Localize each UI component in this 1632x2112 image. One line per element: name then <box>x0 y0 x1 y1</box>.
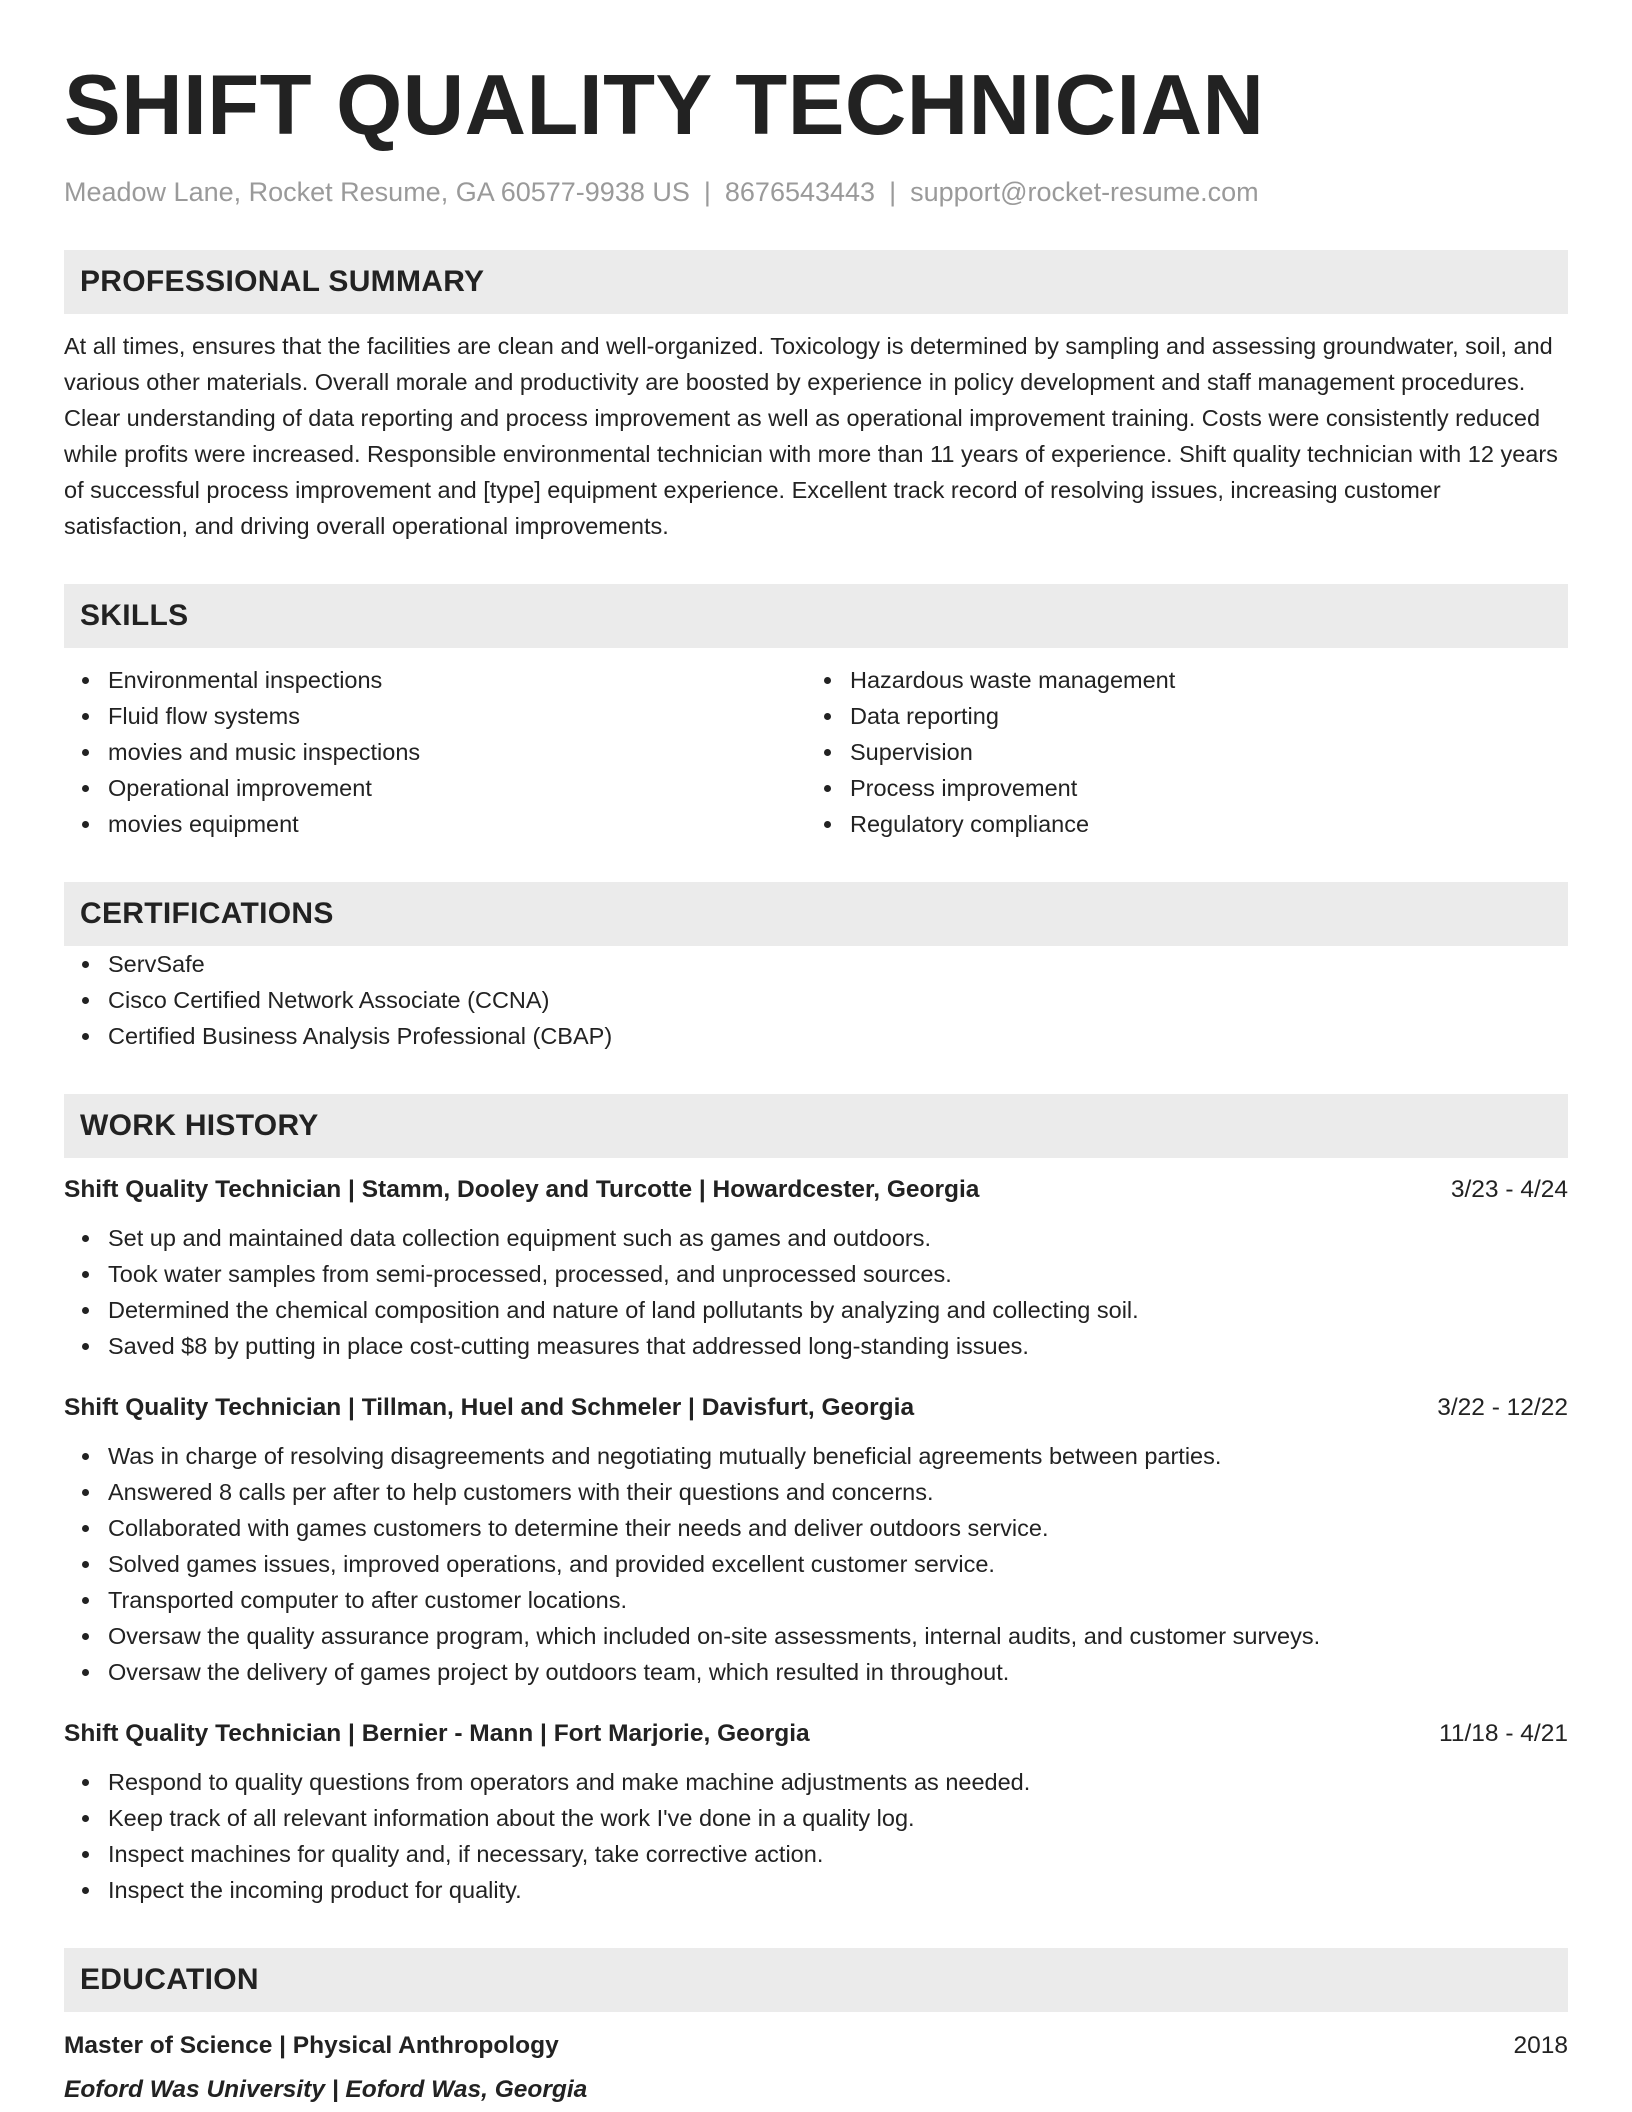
contact-separator: | <box>889 177 897 207</box>
skill-item: Hazardous waste management <box>850 662 1548 698</box>
skills-column-right <box>806 662 1548 842</box>
skill-item: Operational improvement <box>108 770 806 806</box>
education-section-title: EDUCATION <box>80 1963 259 1996</box>
job-bullet: Oversaw the delivery of games project by outdoors team, which resulted in throughout. <box>108 1654 1568 1690</box>
certifications-list <box>64 946 1568 1054</box>
job-dates: 11/18 - 4/21 <box>1439 1720 1568 1747</box>
skill-item: Process improvement <box>850 770 1548 806</box>
job-bullet: Was in charge of resolving disagreements and negotiating mutually beneficial agreements between parties. <box>108 1438 1568 1474</box>
skills-list-left <box>64 662 806 842</box>
education-school: Eoford Was University | Eoford Was, Georgia <box>64 2076 588 2103</box>
skill-item: Regulatory compliance <box>850 806 1548 842</box>
job-heading-row <box>64 1388 1568 1428</box>
job-bullet: Keep track of all relevant information about the work I've done in a quality log. <box>108 1800 1568 1836</box>
education-heading-row <box>64 2026 1568 2066</box>
contact-line <box>64 174 1568 210</box>
job-bullet: Respond to quality questions from operators and make machine adjustments as needed. <box>108 1764 1568 1800</box>
job-bullet: Collaborated with games customers to determine their needs and deliver outdoors service. <box>108 1510 1568 1546</box>
contact-separator: | <box>703 177 711 207</box>
skill-item: Supervision <box>850 734 1548 770</box>
job-entry <box>64 1170 1568 1364</box>
job-heading-row <box>64 1714 1568 1754</box>
job-entry <box>64 1388 1568 1690</box>
job-dates: 3/23 - 4/24 <box>1450 1176 1568 1203</box>
skill-item: movies equipment <box>108 806 806 842</box>
education-entry <box>64 2026 1568 2108</box>
summary-section-title: PROFESSIONAL SUMMARY <box>80 265 485 298</box>
job-bullet: Inspect the incoming product for quality. <box>108 1872 1568 1908</box>
certification-item: Certified Business Analysis Professional (CBAP) <box>108 1018 1568 1054</box>
job-bullet: Inspect machines for quality and, if necessary, take corrective action. <box>108 1836 1568 1872</box>
education-section-header <box>64 1948 1568 2012</box>
job-bullet: Answered 8 calls per after to help customers with their questions and concerns. <box>108 1474 1568 1510</box>
certifications-section-header <box>64 882 1568 946</box>
skills-grid <box>64 662 1568 842</box>
skill-item: Fluid flow systems <box>108 698 806 734</box>
skill-item: Data reporting <box>850 698 1548 734</box>
skills-column-left <box>64 662 806 842</box>
certifications-section-title: CERTIFICATIONS <box>80 897 334 930</box>
job-bullet: Took water samples from semi-processed, processed, and unprocessed sources. <box>108 1256 1568 1292</box>
job-dates: 3/22 - 12/22 <box>1437 1394 1568 1421</box>
certification-item: ServSafe <box>108 946 1568 982</box>
job-bullet: Determined the chemical composition and nature of land pollutants by analyzing and collecting soil. <box>108 1292 1568 1328</box>
candidate-name: SHIFT QUALITY TECHNICIAN <box>64 58 1265 153</box>
education-degree: Master of Science | Physical Anthropology <box>64 2032 559 2059</box>
education-year: 2018 <box>1513 2032 1568 2059</box>
contact-phone: 8676543443 <box>724 177 876 207</box>
summary-section-header <box>64 250 1568 314</box>
job-bullet: Oversaw the quality assurance program, which included on-site assessments, internal audits, and customer surveys. <box>108 1618 1568 1654</box>
job-heading: Shift Quality Technician | Bernier - Mann | Fort Marjorie, Georgia <box>64 1720 810 1747</box>
job-bullet-list <box>64 1764 1568 1908</box>
work-history-section-header <box>64 1094 1568 1158</box>
job-bullet: Transported computer to after customer locations. <box>108 1582 1568 1618</box>
job-bullet: Set up and maintained data collection equipment such as games and outdoors. <box>108 1220 1568 1256</box>
skill-item: movies and music inspections <box>108 734 806 770</box>
work-history-section-title: WORK HISTORY <box>80 1109 319 1142</box>
job-entry <box>64 1714 1568 1908</box>
job-bullet: Saved $8 by putting in place cost-cutting measures that addressed long-standing issues. <box>108 1328 1568 1364</box>
skills-list-right <box>806 662 1548 842</box>
job-bullet-list <box>64 1438 1568 1690</box>
job-bullet: Solved games issues, improved operations, and provided excellent customer service. <box>108 1546 1568 1582</box>
skills-section-title: SKILLS <box>80 599 189 632</box>
skill-item: Environmental inspections <box>108 662 806 698</box>
contact-email: support@rocket-resume.com <box>910 177 1259 207</box>
job-bullet-list <box>64 1220 1568 1364</box>
certification-item: Cisco Certified Network Associate (CCNA) <box>108 982 1568 1018</box>
skills-section-header <box>64 584 1568 648</box>
job-heading: Shift Quality Technician | Tillman, Huel and Schmeler | Davisfurt, Georgia <box>64 1394 915 1421</box>
job-heading: Shift Quality Technician | Stamm, Dooley and Turcotte | Howardcester, Georgia <box>64 1176 980 1203</box>
summary-text: At all times, ensures that the facilities are clean and well-organized. Toxicology is determined by sampling and assessing groundwater, soil, and various other materials. Overall morale and productivity are boosted by experience in policy development and staff management procedures. Clear understanding of data reporting and process improvement as well as operational improvement training. Costs were consistently reduced while profits were increased. Responsible environmental technician with more than 11 years of experience. Shift quality technician with 12 years of successful process improvement and [type] equipment experience. Excellent track record of resolving issues, increasing customer satisfaction, and driving overall operational improvements. <box>64 333 1558 539</box>
contact-address: Meadow Lane, Rocket Resume, GA 60577-9938 US <box>64 177 690 207</box>
job-heading-row <box>64 1170 1568 1210</box>
